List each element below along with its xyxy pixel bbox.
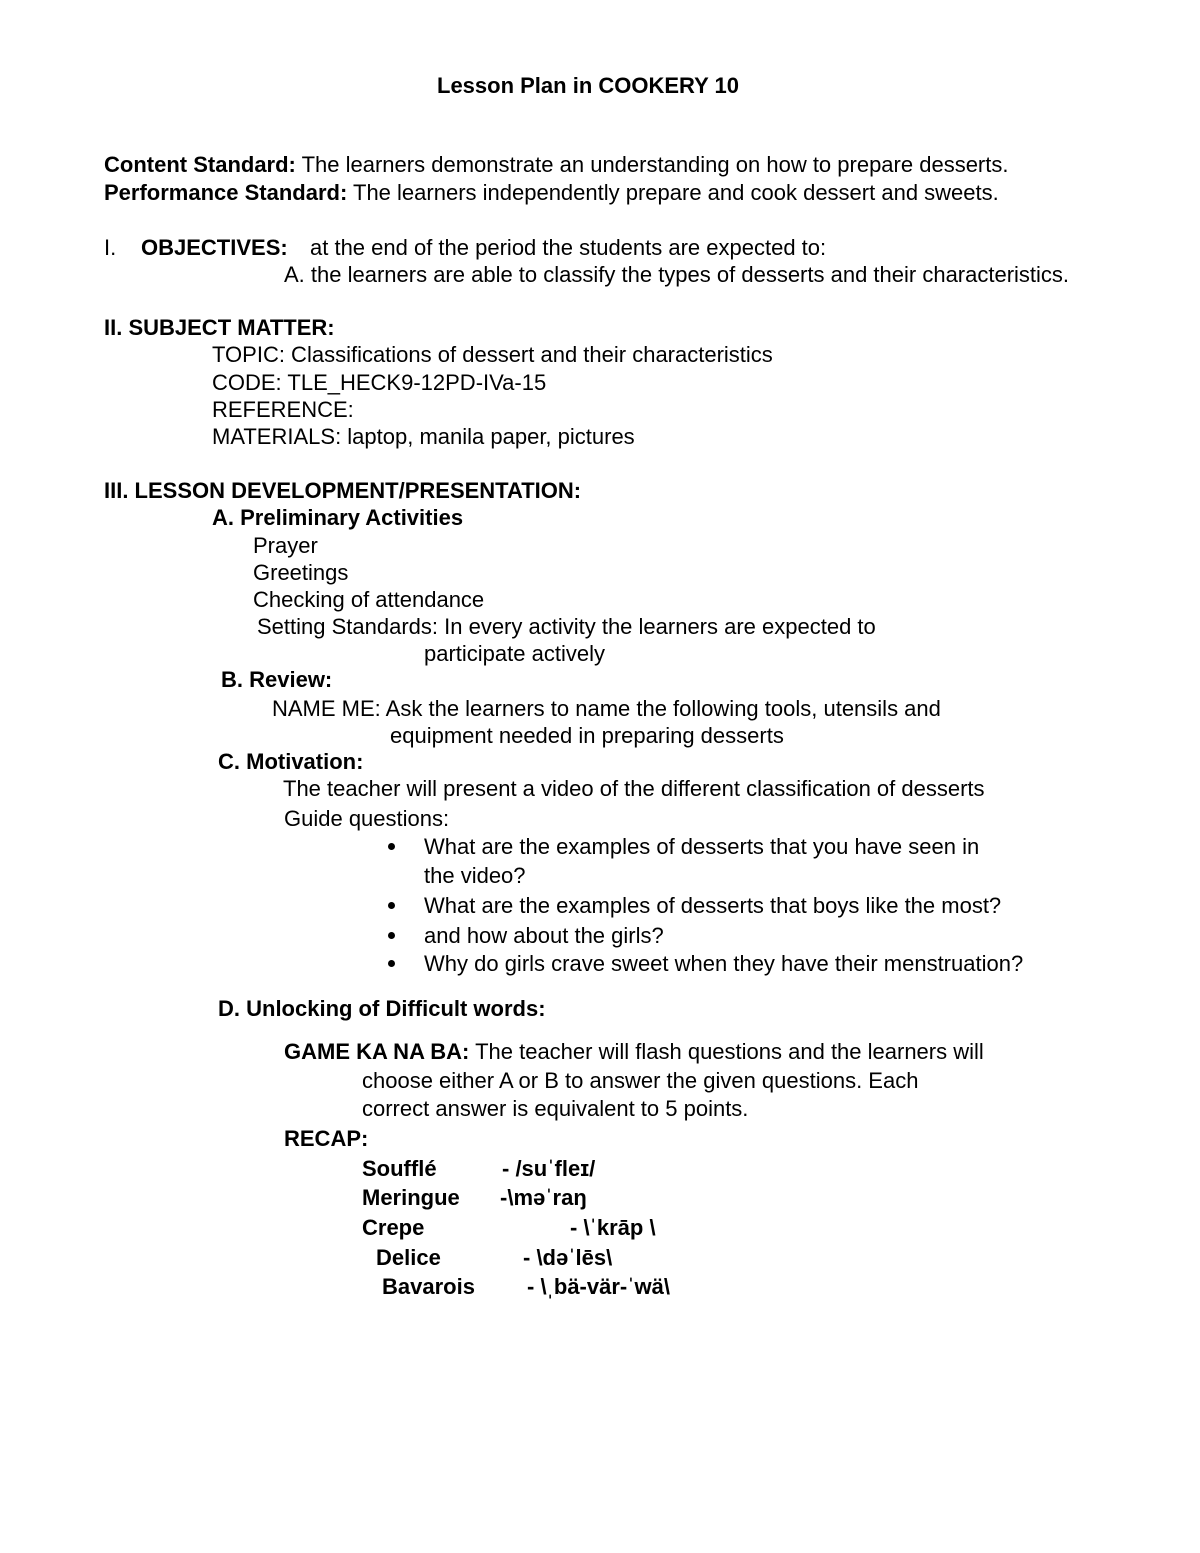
bullet-icon bbox=[388, 843, 395, 850]
lesson-heading: III. LESSON DEVELOPMENT/PRESENTATION: bbox=[104, 478, 582, 503]
review-heading: B. Review: bbox=[221, 667, 333, 692]
game-label: GAME KA NA BA: bbox=[284, 1039, 470, 1064]
recap-word: Soufflé bbox=[362, 1156, 437, 1181]
question-item: and how about the girls? bbox=[424, 923, 664, 948]
unlocking-heading: D. Unlocking of Difficult words: bbox=[218, 996, 546, 1021]
recap-pronunciation: - \ˌbä-vär-ˈwä\ bbox=[527, 1274, 671, 1299]
game-text-cont: correct answer is equivalent to 5 points. bbox=[362, 1096, 749, 1121]
recap-word: Bavarois bbox=[382, 1274, 475, 1299]
question-item-cont: the video? bbox=[424, 863, 526, 888]
objectives-numeral: I. bbox=[104, 235, 117, 260]
prelim-item-prayer: Prayer bbox=[253, 533, 318, 558]
objectives-intro: at the end of the period the students are expected to: bbox=[310, 235, 827, 260]
bullet-icon bbox=[388, 960, 395, 967]
recap-pronunciation: - \dəˈlēs\ bbox=[523, 1245, 613, 1270]
setting-standards: Setting Standards: In every activity the learners are expected to bbox=[257, 614, 876, 639]
bullet-icon bbox=[388, 902, 395, 909]
recap-pronunciation: - \ˈkrāp \ bbox=[570, 1215, 656, 1240]
game-line bbox=[284, 1039, 984, 1065]
recap-word: Crepe bbox=[362, 1215, 425, 1240]
content-standard-label: Content Standard: bbox=[104, 152, 296, 177]
motivation-text: The teacher will present a video of the different classification of desserts bbox=[283, 776, 985, 801]
recap-word: Meringue bbox=[362, 1185, 460, 1210]
performance-standard-text: The learners independently prepare and cook dessert and sweets. bbox=[347, 180, 999, 205]
reference-line: REFERENCE: bbox=[212, 397, 354, 422]
review-text-cont: equipment needed in preparing desserts bbox=[390, 723, 784, 748]
code-line: CODE: TLE_HECK9-12PD-IVa-15 bbox=[212, 370, 547, 395]
setting-standards-cont: participate actively bbox=[424, 641, 605, 666]
question-item: Why do girls crave sweet when they have their menstruation? bbox=[424, 951, 1024, 976]
performance-standard-label: Performance Standard: bbox=[104, 180, 348, 205]
objectives-label: OBJECTIVES: bbox=[141, 235, 288, 260]
prelim-item-attendance: Checking of attendance bbox=[253, 587, 485, 612]
recap-pronunciation: -\məˈraŋ bbox=[500, 1185, 587, 1210]
motivation-heading: C. Motivation: bbox=[218, 749, 364, 774]
recap-pronunciation: - /suˈfleɪ/ bbox=[502, 1156, 596, 1181]
question-item: What are the examples of desserts that you have seen in bbox=[424, 834, 980, 859]
page-title: Lesson Plan in COOKERY 10 bbox=[437, 73, 739, 98]
subject-matter-heading: II. SUBJECT MATTER: bbox=[104, 315, 335, 340]
objective-a: A. the learners are able to classify the types of desserts and their characteristics. bbox=[284, 262, 1070, 287]
performance-standard bbox=[104, 180, 999, 206]
guide-questions-label: Guide questions: bbox=[284, 806, 450, 831]
materials-line: MATERIALS: laptop, manila paper, pictures bbox=[212, 424, 635, 449]
content-standard bbox=[104, 152, 1008, 178]
game-text: The teacher will flash questions and the learners will bbox=[469, 1039, 984, 1064]
game-text-cont: choose either A or B to answer the given questions. Each bbox=[362, 1068, 919, 1093]
bullet-icon bbox=[388, 932, 395, 939]
recap-word: Delice bbox=[376, 1245, 441, 1270]
content-standard-text: The learners demonstrate an understanding on how to prepare desserts. bbox=[295, 152, 1009, 177]
question-item: What are the examples of desserts that boys like the most? bbox=[424, 893, 1002, 918]
review-text: NAME ME: Ask the learners to name the following tools, utensils and bbox=[272, 696, 941, 721]
topic-line: TOPIC: Classifications of dessert and their characteristics bbox=[212, 342, 773, 367]
preliminary-heading: A. Preliminary Activities bbox=[212, 505, 464, 530]
recap-label: RECAP: bbox=[284, 1126, 369, 1151]
prelim-item-greetings: Greetings bbox=[253, 560, 349, 585]
